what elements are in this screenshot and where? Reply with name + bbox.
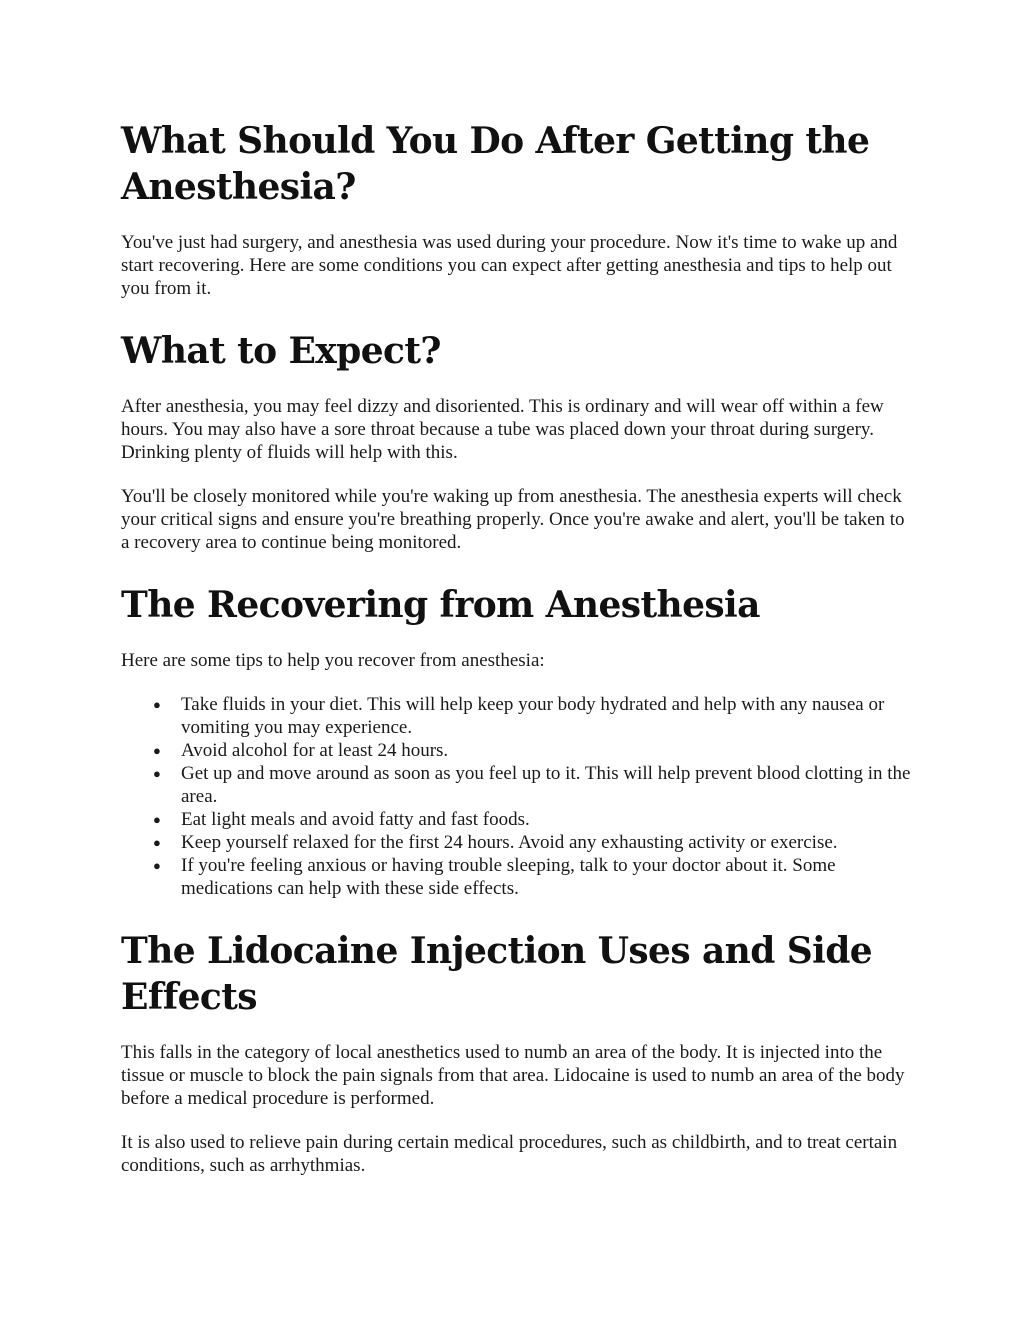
- paragraph-intro: You've just had surgery, and anesthesia was used during your procedure. Now it's time to wake up and start recovering. Here are some conditions you can expect after getting anesthesia and tips to help out you from it.: [121, 232, 898, 299]
- bullet-icon: ●: [153, 697, 161, 712]
- list-item-text: Keep yourself relaxed for the first 24 hours. Avoid any exhausting activity or exercise.: [181, 832, 838, 853]
- list-item-text: Take fluids in your diet. This will help keep your body hydrated and help with any nausea or vomiting you may experience.: [181, 694, 885, 738]
- heading-after-anesthesia: What Should You Do After Getting the Anesthesia?: [121, 120, 870, 208]
- bullet-icon: ●: [153, 812, 161, 827]
- list-item: [153, 693, 911, 739]
- recovery-tips-list: [121, 693, 911, 900]
- paragraph-recovery-tips-intro: Here are some tips to help you recover from anesthesia:: [121, 650, 545, 671]
- paragraph-expect-monitored: You'll be closely monitored while you're waking up from anesthesia. The anesthesia experts will check your critical signs and ensure you're breathing properly. Once you're awake and alert, you'll be taken to a recovery area to continue being monitored.: [121, 486, 905, 553]
- list-item: [153, 762, 911, 808]
- heading-what-to-expect: What to Expect?: [121, 330, 441, 372]
- list-item-text: If you're feeling anxious or having trouble sleeping, talk to your doctor about it. Some medications can help with these side effects.: [181, 855, 836, 899]
- list-item-text: Get up and move around as soon as you feel up to it. This will help prevent blood clotting in the area.: [181, 763, 911, 807]
- list-item: [153, 854, 911, 900]
- list-item: [153, 808, 911, 831]
- list-item-text: Eat light meals and avoid fatty and fast foods.: [181, 809, 530, 830]
- heading-recovering: The Recovering from Anesthesia: [121, 584, 760, 626]
- list-item-text: Avoid alcohol for at least 24 hours.: [181, 740, 449, 761]
- bullet-icon: ●: [153, 858, 161, 873]
- list-item: [153, 831, 911, 854]
- paragraph-lidocaine-uses: It is also used to relieve pain during certain medical procedures, such as childbirth, and to treat certain conditions, such as arrhythmias.: [121, 1132, 898, 1176]
- bullet-icon: ●: [153, 835, 161, 850]
- document-page: [121, 118, 911, 1177]
- bullet-icon: ●: [153, 766, 161, 781]
- paragraph-lidocaine-category: This falls in the category of local anesthetics used to numb an area of the body. It is injected into the tissue or muscle to block the pain signals from that area. Lidocaine is used to numb an area of the body before a medical procedure is performed.: [121, 1042, 905, 1109]
- heading-lidocaine: The Lidocaine Injection Uses and Side Effects: [121, 930, 873, 1018]
- list-item: [153, 739, 911, 762]
- bullet-icon: ●: [153, 743, 161, 758]
- paragraph-expect-dizzy: After anesthesia, you may feel dizzy and disoriented. This is ordinary and will wear off within a few hours. You may also have a sore throat because a tube was placed down your throat during surgery. Drinking plenty of fluids will help with this.: [121, 396, 884, 463]
